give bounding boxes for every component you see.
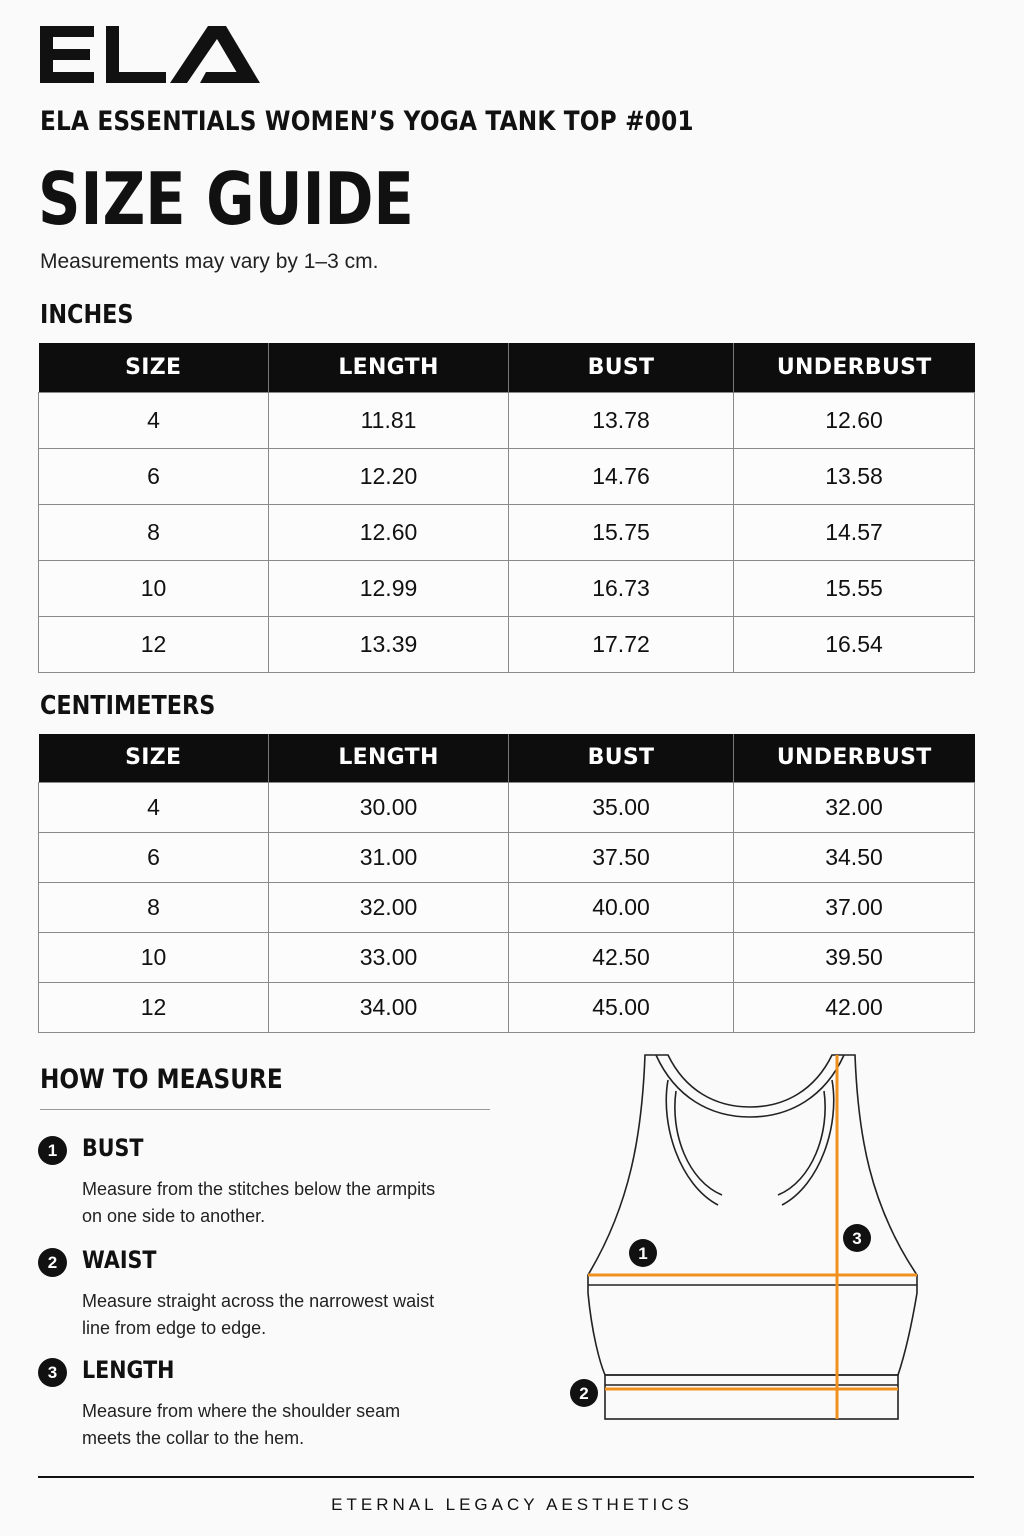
step-number-badge: 2: [38, 1248, 67, 1277]
cell-bust: 45.00: [509, 982, 734, 1032]
cell-bust: 37.50: [509, 832, 734, 882]
column-header-size: SIZE: [39, 734, 269, 782]
table-header-row: [39, 343, 975, 392]
table-row: [39, 616, 975, 672]
table-row: [39, 882, 975, 932]
cell-underbust: 15.55: [734, 560, 975, 616]
table-row: [39, 560, 975, 616]
column-header-size: SIZE: [39, 343, 269, 392]
column-header-length: LENGTH: [269, 343, 509, 392]
tank-top-diagram: [560, 1045, 940, 1435]
cell-bust: 42.50: [509, 932, 734, 982]
ela-logo: [40, 26, 260, 84]
cell-bust: 15.75: [509, 504, 734, 560]
centimeters-label: CENTIMETERS: [40, 691, 216, 721]
marker-1: [629, 1239, 657, 1267]
cell-bust: 40.00: [509, 882, 734, 932]
table-row: [39, 504, 975, 560]
cell-length: 11.81: [269, 392, 509, 448]
footer-tagline: ETERNAL LEGACY AESTHETICS: [331, 1495, 693, 1514]
cell-length: 31.00: [269, 832, 509, 882]
cell-underbust: 39.50: [734, 932, 975, 982]
step-number-badge: 3: [38, 1358, 67, 1387]
marker-label: 1: [638, 1244, 648, 1263]
column-header-underbust: UNDERBUST: [734, 734, 975, 782]
cell-underbust: 14.57: [734, 504, 975, 560]
table-row: [39, 448, 975, 504]
marker-3: [843, 1224, 871, 1252]
cell-underbust: 32.00: [734, 782, 975, 832]
heading-divider: [40, 1109, 490, 1110]
step-description: Measure from the stitches below the armpits on one side to another.: [82, 1179, 436, 1226]
table-row: [39, 982, 975, 1032]
step-description: Measure from where the shoulder seam meets the collar to the hem.: [82, 1401, 401, 1448]
cell-size: 4: [39, 782, 269, 832]
cell-underbust: 42.00: [734, 982, 975, 1032]
cell-size: 10: [39, 932, 269, 982]
cell-length: 33.00: [269, 932, 509, 982]
page-title: SIZE GUIDE: [38, 157, 414, 241]
cell-size: 8: [39, 882, 269, 932]
column-header-underbust: UNDERBUST: [734, 343, 975, 392]
cell-length: 12.60: [269, 504, 509, 560]
step-number-badge: 1: [38, 1136, 67, 1165]
step-title: BUST: [82, 1134, 144, 1162]
table-header-row: [39, 734, 975, 782]
product-title: ELA ESSENTIALS WOMEN’S YOGA TANK TOP #001: [40, 106, 694, 137]
step-description: Measure straight across the narrowest waist line from edge to edge.: [82, 1291, 435, 1338]
cell-length: 34.00: [269, 982, 509, 1032]
cell-bust: 16.73: [509, 560, 734, 616]
marker-2: [570, 1379, 598, 1407]
cell-bust: 14.76: [509, 448, 734, 504]
cell-underbust: 16.54: [734, 616, 975, 672]
cell-size: 10: [39, 560, 269, 616]
footer-divider: [38, 1476, 974, 1478]
how-to-measure-heading: HOW TO MEASURE: [40, 1064, 283, 1095]
cell-size: 12: [39, 616, 269, 672]
marker-label: 2: [579, 1384, 589, 1403]
cell-size: 12: [39, 982, 269, 1032]
cell-underbust: 34.50: [734, 832, 975, 882]
cell-length: 13.39: [269, 616, 509, 672]
cell-bust: 13.78: [509, 392, 734, 448]
cell-underbust: 37.00: [734, 882, 975, 932]
cell-size: 8: [39, 504, 269, 560]
cell-underbust: 13.58: [734, 448, 975, 504]
cell-bust: 35.00: [509, 782, 734, 832]
step-title: LENGTH: [82, 1356, 175, 1384]
cell-size: 6: [39, 832, 269, 882]
column-header-bust: BUST: [509, 343, 734, 392]
inches-label: INCHES: [40, 300, 134, 330]
cell-size: 6: [39, 448, 269, 504]
cell-length: 30.00: [269, 782, 509, 832]
inches-table: [38, 343, 975, 673]
table-row: [39, 932, 975, 982]
cell-length: 12.99: [269, 560, 509, 616]
table-row: [39, 832, 975, 882]
centimeters-table: [38, 734, 975, 1033]
measurement-note: Measurements may vary by 1–3 cm.: [40, 250, 379, 273]
column-header-length: LENGTH: [269, 734, 509, 782]
table-row: [39, 782, 975, 832]
table-row: [39, 392, 975, 448]
column-header-bust: BUST: [509, 734, 734, 782]
cell-length: 12.20: [269, 448, 509, 504]
marker-label: 3: [852, 1229, 862, 1248]
cell-bust: 17.72: [509, 616, 734, 672]
cell-length: 32.00: [269, 882, 509, 932]
cell-underbust: 12.60: [734, 392, 975, 448]
step-title: WAIST: [82, 1246, 157, 1274]
cell-size: 4: [39, 392, 269, 448]
